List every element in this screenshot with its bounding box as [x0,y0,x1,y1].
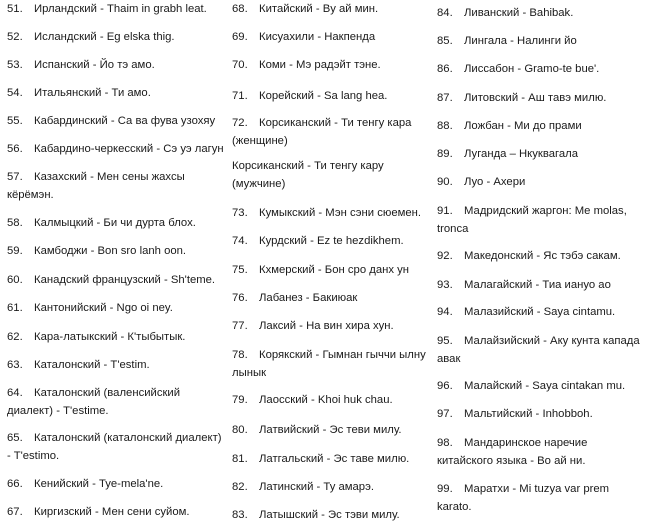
list-entry [7,429,222,465]
list-entry [232,261,409,279]
entry-number: 53. [7,59,23,71]
entry-text: Кабардинский - Са ва фува узохяу [34,115,216,127]
entry-continuation: (мужчине) [232,178,286,190]
list-entry [437,434,587,470]
entry-text: Канадский французский - Sh'teme. [34,274,216,286]
list-entry [232,0,378,18]
entry-number: 93. [437,279,453,291]
entry-text: Исландский - Eg elska thig. [34,31,175,43]
list-entry [232,28,375,46]
entry-text: Каталонский (каталонский диалект) [34,432,222,444]
entry-number: 57. [7,171,23,183]
entry-text: Кисуахили - Накпенда [259,31,376,43]
entry-number: 80. [232,424,248,436]
entry-text: Литовский - Аш тавэ милю. [464,92,607,104]
list-entry [7,112,215,130]
list-entry [232,450,409,468]
list-entry [437,405,593,423]
entry-text: Кабардино-черкесский - Сэ уэ лагун [34,143,224,155]
entry-continuation: авак [437,353,461,365]
entry-number: 62. [7,331,23,343]
entry-number: 96. [437,380,453,392]
entry-number: 58. [7,217,23,229]
entry-text: Корякский - Гымнан гыччи ылну [259,349,426,361]
entry-text: Македонский - Яс тэбэ сакам. [464,250,621,262]
list-entry [232,421,402,439]
entry-text: Мадридский жаргон: Me molas, [464,205,627,217]
entry-text: Коми - Мэ радэйт тэне. [259,59,381,71]
entry-number: 66. [7,478,23,490]
entry-text: Ложбан - Ми до прами [464,120,582,132]
list-entry [437,89,606,107]
entry-number: 78. [232,349,248,361]
list-entry [7,328,185,346]
list-entry [437,276,611,294]
list-entry [437,332,640,368]
list-entry [7,84,151,102]
entry-text: Латгальский - Эс таве милю. [259,453,410,465]
list-entry [7,271,215,289]
list-entry [7,356,150,374]
entry-number: 65. [7,432,23,444]
entry-text: Лаксий - На вин хира хун. [259,320,394,332]
entry-text: Калмыцкий - Би чи дурта блох. [34,217,196,229]
entry-number: 73. [232,207,248,219]
entry-text: Казахский - Мен сены жахсы [34,171,185,183]
entry-continuation: karato. [437,501,472,513]
entry-text: Кумыкский - Мэн сэни сюемен. [259,207,422,219]
entry-text: Мандаринское наречие [464,437,588,449]
entry-text: Малайский - Saya cintakan mu. [464,380,626,392]
entry-number: 92. [437,250,453,262]
list-entry [437,173,525,191]
list-entry [232,317,394,335]
list-entry [232,391,393,409]
entry-text: Курдский - Ez te hezdikhem. [259,235,404,247]
entry-number: 90. [437,176,453,188]
entry-text: Корейский - Sa lang hea. [259,90,388,102]
list-entry [232,204,421,222]
entry-text: Малагайский - Тиа иануо ао [464,279,611,291]
entry-number: 68. [232,3,248,15]
entry-number: 99. [437,483,453,495]
list-entry [437,60,599,78]
entry-number: 64. [7,387,23,399]
entry-text: Лабанез - Бакиюак [259,292,358,304]
entry-text: Лиссабон - Gramo-te bue'. [464,63,600,75]
entry-continuation: диалект) - T'estime. [7,405,109,417]
entry-text: Лаосский - Khoi huk chau. [259,394,393,406]
entry-text: Каталонский - T'estim. [34,359,150,371]
entry-text: Мальтийский - Inhobboh. [464,408,593,420]
list-entry [232,232,404,250]
entry-text: Луо - Ахери [464,176,526,188]
list-entry [7,140,224,158]
list-entry [7,214,196,232]
entry-number: 54. [7,87,23,99]
list-entry [7,168,185,204]
entry-number: 52. [7,31,23,43]
entry-text: Корсиканский - Ти тенгу кара [259,117,412,129]
entry-number: 71. [232,90,248,102]
list-entry [7,56,155,74]
list-entry [232,56,381,74]
entry-number: 69. [232,31,248,43]
entry-text: Ливанский - Bahibak. [464,7,574,19]
list-entry [7,503,190,521]
entry-number: 75. [232,264,248,276]
entry-number: 85. [437,35,453,47]
list-entry [437,480,609,516]
list-entry [437,303,615,321]
list-entry [437,247,621,265]
entry-number: 77. [232,320,248,332]
entry-continuation: лынык [232,367,267,379]
entry-number: 94. [437,306,453,318]
list-entry [232,346,426,382]
entry-text: Малазийский - Saya cintamu. [464,306,616,318]
list-entry [7,299,173,317]
entry-text: Малайзийский - Аку кунта капада [464,335,640,347]
entry-text: Кара-латыкский - К'тыбытык. [34,331,186,343]
entry-text: Итальянский - Ти амо. [34,87,151,99]
list-entry [7,475,163,493]
entry-number: 63. [7,359,23,371]
entry-number: 51. [7,3,23,15]
entry-number: 82. [232,481,248,493]
entry-continuation: - T'estimo. [7,450,60,462]
entry-number: 91. [437,205,453,217]
entry-number: 74. [232,235,248,247]
entry-number: 98. [437,437,453,449]
entry-number: 88. [437,120,453,132]
entry-number: 81. [232,453,248,465]
entry-number: 83. [232,509,248,521]
list-entry [437,117,582,135]
entry-text: Испанский - Йо тэ амо. [34,59,155,71]
list-entry [7,0,207,18]
entry-number: 55. [7,115,23,127]
entry-text: Каталонский (валенсийский [34,387,181,399]
entry-number: 89. [437,148,453,160]
list-entry [437,377,625,395]
entry-continuation: (женщине) [232,135,288,147]
list-entry [437,145,578,163]
entry-text: Камбоджи - Bon sro lanh oon. [34,245,187,257]
list-entry [232,87,387,105]
list-entry [7,242,186,260]
entry-number: 56. [7,143,23,155]
entry-number: 87. [437,92,453,104]
entry-text: Латинский - Ту амарэ. [259,481,374,493]
list-entry [232,506,400,524]
entry-text: Лингала - Налинги йо [464,35,577,47]
list-entry [437,32,577,50]
entry-number: 72. [232,117,248,129]
entry-text: Латышский - Эс тэви милу. [259,509,400,521]
entry-text: Луганда – Нкуквагала [464,148,579,160]
entry-number: 70. [232,59,248,71]
list-entry [7,28,175,46]
entry-text: Маратхи - Mi tuzya var prem [464,483,610,495]
entry-text: Ирландский - Thaim in grabh leat. [34,3,207,15]
list-entry [232,157,384,193]
entry-continuation: tronca [437,223,469,235]
entry-number: 86. [437,63,453,75]
entry-number: 59. [7,245,23,257]
entry-text: Латвийский - Эс теви милу. [259,424,402,436]
list-entry [437,202,627,238]
entry-number: 95. [437,335,453,347]
entry-text: Кенийский - Tye-mela'ne. [34,478,164,490]
entry-text: Китайский - Ву ай мин. [259,3,379,15]
entry-number: 67. [7,506,23,518]
entry-number: 76. [232,292,248,304]
entry-number: 79. [232,394,248,406]
entry-continuation: кёрёмэн. [7,189,54,201]
entry-text: Кантонийский - Ngo oi ney. [34,302,173,314]
list-entry [232,478,374,496]
list-entry [437,4,573,22]
entry-number: 61. [7,302,23,314]
entry-number: 60. [7,274,23,286]
entry-number: 97. [437,408,453,420]
entry-text: Корсиканский - Ти тенгу кару [232,160,384,172]
entry-continuation: китайского языка - Во ай ни. [437,455,586,467]
list-entry [7,384,180,420]
entry-number: 84. [437,7,453,19]
list-entry [232,289,357,307]
entry-text: Кхмерский - Бон сро данх ун [259,264,410,276]
entry-text: Киргизский - Мен сени суйом. [34,506,190,518]
list-entry [232,114,411,150]
